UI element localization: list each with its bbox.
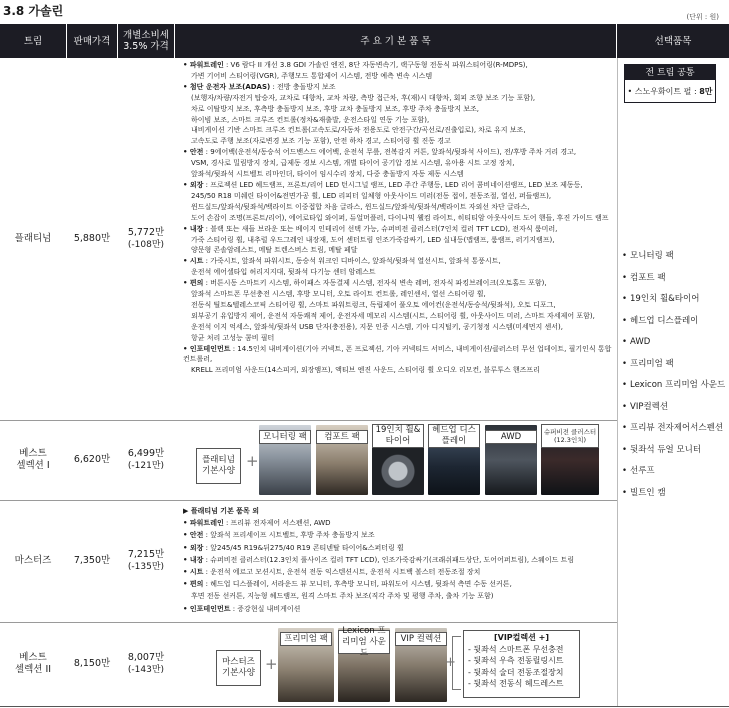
feature-line: 운전석 이지 억세스, 앞좌석/뒷좌석 USB 단자(충전용), 지문 인증 시스템, 기아 디지털키, 공기청정 시스템(미세먼지 센서),: [191, 322, 563, 331]
item-19inch-wheel: 19인치 휠&타이어: [372, 424, 424, 448]
option-item: • AWD: [622, 337, 726, 348]
feature-line: • 편의 : 헤드업 디스플레이, 서라운드 뷰 모니터, 후측방 모니터, 파워도어 시스템, 뒷좌석 측면 수동 선커튼,: [183, 580, 512, 589]
feature-line: • 파워트레인 : 프리뷰 전자제어 서스펜션, AWD: [183, 519, 331, 528]
vip-item: - 뒷좌석 전동식 헤드레스트: [468, 679, 564, 688]
tax-price-value: 7,215만: [127, 549, 165, 560]
trim-best-selection-1: [0, 420, 66, 500]
header-price: 판매가격: [67, 24, 117, 58]
feature-line: • 시트 : 가죽시트, 앞좌석 파워시트, 동승석 워크인 디바이스, 앞좌석/뒷좌석 열선시트, 앞좌석 통풍시트,: [183, 257, 501, 266]
base-spec-masters: 마스터즈 기본사양: [216, 650, 261, 686]
tax-price-value: 6,499만: [127, 448, 165, 459]
feature-line: 가죽 스티어링 휠, 내추럴 우드그레인 내장재, 도어 센터트림 인조가죽감싸기, LED 실내등(맵램프, 룸램프, 러기지램프),: [191, 235, 555, 244]
header-tax-line2: 3.5% 가격: [123, 41, 169, 52]
feature-line: 245/50 R18 미쉐린 타이어&전면가공 휠, LED 리피터 일체형 아웃사이드 미러(전동 접이, 전동조절, 열선, 퍼들램프),: [191, 191, 552, 200]
option-item: • 컴포트 팩: [622, 273, 726, 284]
feature-line: 전동식 틸트&텔레스코픽 스티어링 휠, 스마트 파워트렁크, 독립제어 풀오토 에어컨(운전석/동승석/뒷좌석), 오토 디포그,: [191, 300, 556, 309]
header-tax-line1: 개별소비세: [123, 30, 169, 41]
tax-price-value: 5,772만: [127, 227, 165, 238]
table-bottom-rule: [0, 706, 729, 707]
feature-line: 앞좌석 스마트폰 무선충전 시스템, 후방 모니터, 오토 라이트 컨트롤, 레인센서, 열선 스티어링 휠,: [191, 290, 486, 299]
item-premium-pack: 프리미엄 팩: [280, 632, 332, 646]
vip-collection-details: [463, 630, 580, 698]
feature-line: • 내장 : 블랙 또는 새들 브라운 또는 베이지 인테리어 선택 가능, 슈퍼비전 클러스터(7인치 컬러 TFT LCD), 전자식 룸미러,: [183, 224, 558, 233]
feature-line: 하이빔 보조, 스마트 크루즈 컨트롤(정차&재출발, 운전스타일 연동 기능 포함),: [191, 115, 430, 124]
price-platinum: 5,880만: [73, 233, 111, 244]
options-list: [622, 251, 726, 509]
section-title: 3.8 가솔린: [3, 4, 64, 18]
trim-line2: 셀렉션 I: [16, 460, 50, 471]
feature-line: 외부공기 유입방지 제어, 운전석 자동쾌적 제어, 운전자세 메모리 시스템(시트, 스티어링 휠, 아웃사이드 미러, 스마트 자세제어 포함),: [191, 311, 595, 320]
tax-price-best-selection-1: [118, 420, 174, 500]
feature-line: VSM, 경사로 밀림방지 장치, 급제동 경보 시스템, 개별 타이어 공기압 경보 시스템, 유아용 시트 고정 장치,: [191, 159, 515, 168]
options-common-box: [624, 79, 716, 103]
feature-line: KRELL 프리미엄 사운드(14스피커, 외장앰프), 액티브 엔진 사운드, 스티어링 휠 오디오 리모컨, 블루투스 핸즈프리: [191, 366, 540, 375]
feature-line: 고속도로 주행 보조(자로변경 보조 기능 포함), 안전 하차 경고, 스티어링 휠 진동 경고: [191, 137, 451, 146]
vip-item: - 뒷좌석 술더 전동조절장치: [468, 667, 564, 677]
option-item: • 빌트인 캠: [622, 488, 726, 499]
trim-best-selection-2: [0, 622, 66, 706]
option-item: • 뒷좌석 듀얼 모니터: [622, 445, 726, 456]
price-masters: 7,350만: [73, 555, 111, 566]
option-item: • 헤드업 디스플레이: [622, 316, 726, 327]
vip-title: [VIP컬렉션 +]: [493, 633, 550, 642]
option-item: • Lexicon 프리미엄 사운드: [622, 380, 726, 391]
trim-line1: 베스트: [19, 448, 47, 459]
feature-line: • 편의 : 버튼시동 스마트키 시스템, 하이패스 자동결제 시스템, 전자식 변속 레버, 전자식 파킹브레이크(오토홀드 포함),: [183, 279, 547, 288]
tax-price-diff: (-121만): [127, 461, 165, 471]
feature-line: 도어 손잡이 조명(프론트/리어), 에어로타입 와이퍼, 듀얼머플러, 다이나믹 웰컴 라이트, 히티티암 아웃사이드 도어 핸들, 후진 가이드 램프: [191, 213, 609, 222]
plus-icon: +: [246, 452, 259, 470]
tax-price-best-selection-2: [118, 622, 174, 706]
option-item: • 프리뷰 전자제어서스펜션: [622, 423, 726, 434]
tax-price-platinum: [118, 58, 174, 420]
feature-line: 운전석 에어셀타입 허리지지대, 뒷좌석 다기능 센터 암레스트: [191, 268, 376, 277]
feature-line: • 외장 : 앞245/45 R19&뒤275/40 R19 콘티넨탈 타이어&스퍼터링 휠: [183, 543, 404, 552]
feature-line: 가변 기어비 스티어링(VGR), 주행모드 통합제어 시스템, 전방 예측 변속 시스템: [191, 71, 433, 80]
feature-line: 항균 처리 고성능 콤비 필터: [191, 333, 275, 342]
vip-item: - 뒷좌석 스마트폰 무선충전: [468, 644, 564, 654]
vip-item: - 뒷좌석 우측 전동릴링시트: [468, 656, 564, 665]
feature-line: 윈드실드/앞좌석/뒷좌석/백라이트 이중접합 차음 글라스, 윈드실드/앞좌석/뒷좌석/백라이트 자외선 차단 글라스,: [191, 202, 530, 211]
trim-line2: 셀렉션 II: [14, 664, 52, 675]
option-item: • VIP컬렉션: [622, 402, 726, 413]
price-best-selection-1: 6,620만: [73, 454, 111, 465]
feature-line: 후면 전동 선커튼, 지능형 헤드램프, 원격 스마트 주차 보조(직각 주차 및 평행 주차, 출차 기능 포함): [191, 592, 494, 601]
option-item: • 프리미엄 팩: [622, 359, 726, 370]
feature-line: 차로 이탈방지 보조, 후측방 충돌방지 보조, 후방 교차 충돌방지 보조, 후방 주차 충돌방지 보조,: [191, 104, 480, 113]
trim-line1: 베스트: [19, 652, 47, 663]
feature-line: • 첨단 운전자 보조(ADAS) : 전방 충돌방지 보조: [183, 82, 336, 91]
tax-price-diff: (-108만): [127, 240, 165, 250]
option-item: • 19인치 휠&타이어: [622, 294, 726, 305]
trim-masters: 마스터즈: [14, 555, 52, 566]
snow-white-pearl-price: 8만: [699, 86, 713, 96]
header-features: 주 요 기 본 품 목: [175, 24, 616, 58]
tax-price-masters: [118, 500, 174, 622]
feature-line: ▶ 플래티넘 기본 품목 외: [183, 507, 259, 515]
item-lexicon-sound: Lexicon 프리미엄 사운드: [338, 630, 390, 654]
item-vip-collection: VIP 컬렉션: [395, 632, 447, 646]
item-awd: AWD: [485, 430, 537, 444]
tax-price-value: 8,007만: [127, 652, 165, 663]
option-item: • 선루프: [622, 466, 726, 477]
options-common-title: 전 트림 공통: [624, 64, 716, 79]
header-tax-price: [118, 24, 174, 58]
feature-line: (보행자/차량/자전거 탑승자, 교차로 대향차, 교차 차량, 측방 접근차, 후(재)시 대향차, 회피 조향 보조 기능 포함),: [191, 93, 536, 102]
header-trim: 트림: [0, 24, 66, 58]
platinum-features: [183, 60, 615, 376]
feature-line: 양문형 콘솔암레스트, 메탈 트렌스버스 트림, 메탈 페달: [191, 246, 358, 255]
trim-platinum: 플래티넘: [14, 233, 52, 244]
item-supervision-cluster: 슈퍼비전 클러스터(12.3인치): [541, 424, 599, 448]
feature-line: • 내장 : 슈퍼비전 클러스터(12.3인치 풀사이즈 컬러 TFT LCD), 인조가죽감싸기(크래쉬패드상단, 도어어퍼트림), 스웨이드 트림: [183, 555, 575, 564]
masters-features: [183, 505, 615, 615]
feature-line: • 인포테인먼트 : 14.5인치 내비게이션(기아 커넥트, 폰 프로젝션, 기아 커넥티드 서비스, 내비게이션/클러스터 무선 업데이트, 필기인식 통합 컨트롤러,: [183, 344, 612, 364]
tax-price-diff: (-135만): [127, 562, 165, 572]
feature-line: • 인포테인먼트 : 증강현실 내비게이션: [183, 604, 301, 613]
item-comfort-pack: 컴포트 팩: [316, 430, 368, 444]
plus-icon: +: [265, 655, 278, 673]
unit-label: (단위 : 원): [686, 13, 719, 21]
item-head-up-display: 헤드업 디스플레이: [428, 424, 480, 448]
feature-line: • 파워트레인 : V6 람다 II 개선 3.8 GDI 가솔린 엔진, 8단 자동변속기, 랙구동형 전동식 파워스티어링(R-MDPS),: [183, 61, 528, 69]
price-best-selection-2: 8,150만: [73, 658, 111, 669]
feature-line: 내비게이션 기반 스마트 크루즈 컨트롤(고속도로/자동차 전용도로 안전구간/곡선로/진출입로), 차로 유지 보조,: [191, 126, 526, 135]
header-options: 선택품목: [617, 24, 729, 58]
feature-line: 앞좌석/뒷좌석 시트벨트 리마인더, 타이어 임시수리 장치, 다중 충돌방지 자동 제동 시스템: [191, 170, 464, 179]
feature-line: • 안전 : 앞좌석 프리세이프 시트벨트, 후방 주차 충돌방지 보조: [183, 531, 375, 540]
feature-line: • 안전 : 9에어백(운전석/동승석 어드밴스드 에어백, 운전석 무릎, 전복감지 커튼, 앞좌석/뒷좌석 사이드), 전/후방 주차 거리 경고,: [183, 148, 577, 157]
tax-price-diff: (-143만): [127, 665, 165, 675]
options-column-divider: [617, 58, 618, 706]
base-spec-platinum: 플래티넘 기본사양: [196, 448, 241, 484]
snow-white-pearl-label: • 스노우화이트 펄 :: [627, 86, 697, 96]
plus-icon: +: [445, 655, 456, 670]
feature-line: • 외장 : 프로젝션 LED 헤드램프, 프론트/리어 LED 턴시그널 램프, LED 주간 주행등, LED 리어 콤비네이션램프, LED 보조 제동등,: [183, 180, 583, 189]
feature-line: • 시트 : 운전석 에르고 모션시트, 운전석 전동 익스텐션시트, 운전석 시트백 볼스터 전동조절 장치: [183, 568, 481, 577]
item-monitoring-pack: 모니터링 팩: [259, 430, 311, 444]
option-item: • 모니터링 팩: [622, 251, 726, 262]
